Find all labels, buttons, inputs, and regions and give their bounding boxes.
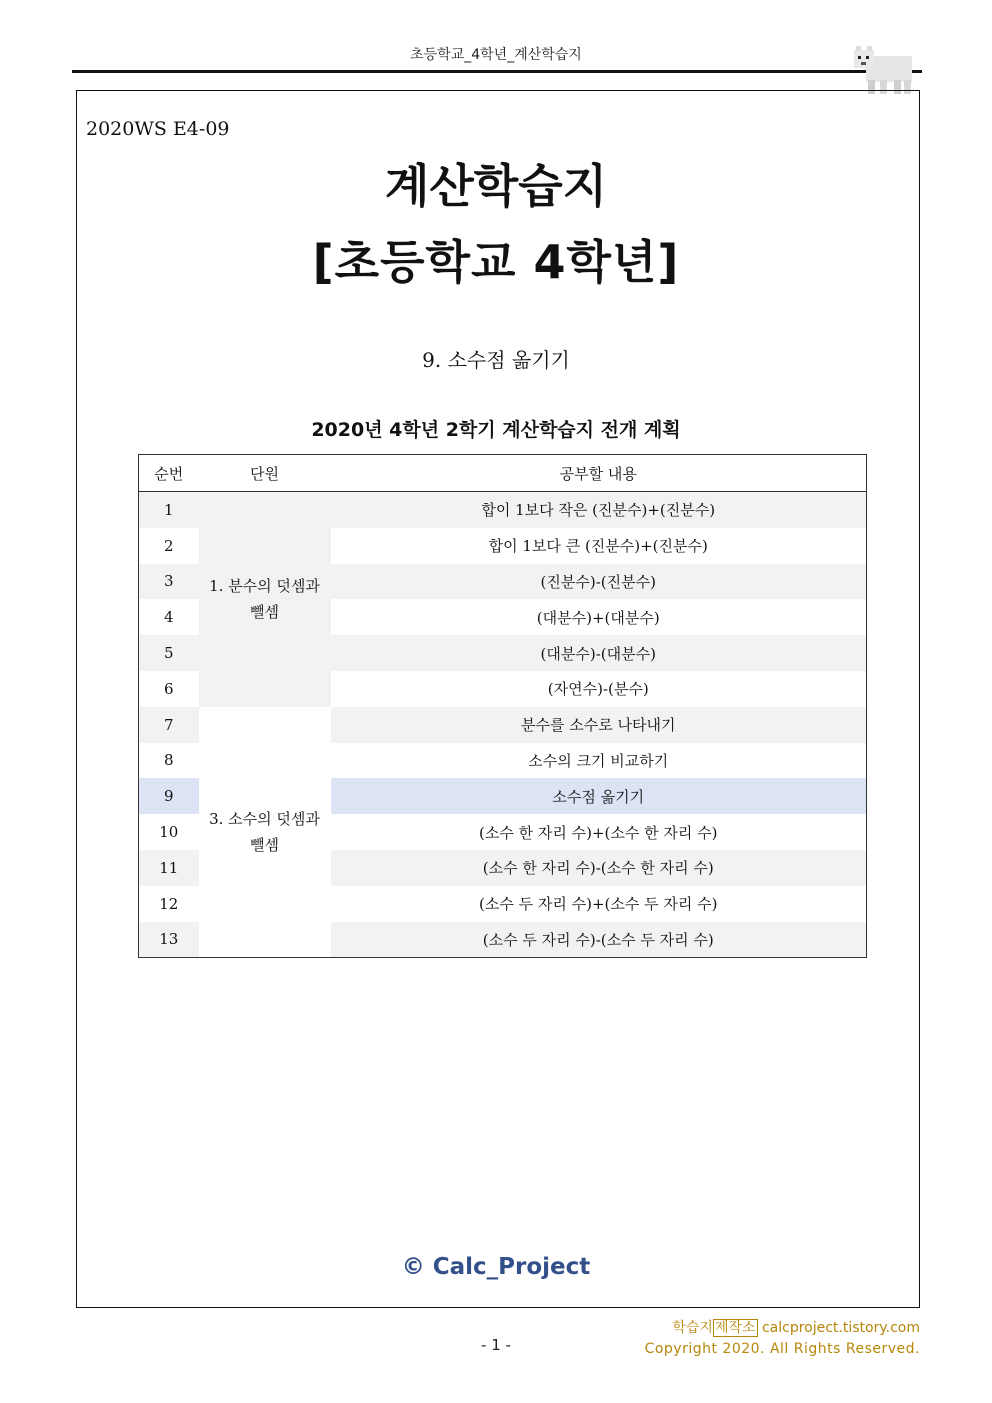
row-content: (소수 한 자리 수)-(소수 한 자리 수) [331,850,867,886]
lesson-title: 9. 소수점 옮기기 [422,348,570,372]
row-content: (소수 두 자리 수)-(소수 두 자리 수) [331,922,867,958]
unit-label: 뺄셈 [250,603,279,622]
row-number: 10 [139,814,199,850]
unit-label: 1. 분수의 덧셈과 [209,577,320,596]
plan-table [138,454,867,958]
page-number: - 1 - [481,1336,511,1354]
unit-cell-fractions [199,492,331,707]
copyright-mark: © Calc_Project [401,1254,591,1280]
row-number: 3 [139,564,199,600]
row-number: 5 [139,635,199,671]
row-content: 소수점 옮기기 [331,778,867,814]
credit-boxed-text: 제작소 [714,1320,756,1336]
column-header-content: 공부할 내용 [331,455,867,492]
credit-site-link[interactable]: calcproject.tistory.com [757,1320,920,1336]
row-content: 소수의 크기 비교하기 [331,743,867,779]
rights-notice: Copyright 2020. All Rights Reserved. [644,1341,920,1357]
row-content: (대분수)-(대분수) [331,635,867,671]
row-number: 2 [139,528,199,564]
document-code: 2020WS E4-09 [86,118,230,140]
page-title: 계산학습지 [384,159,608,213]
table-row [139,707,867,743]
table-header-row [139,455,867,492]
unit-cell-decimals [199,707,331,958]
credit-line [672,1317,920,1337]
plan-title: 2020년 4학년 2학기 계산학습지 전개 계획 [311,419,681,441]
row-number: 13 [139,922,199,958]
row-content: (소수 두 자리 수)+(소수 두 자리 수) [331,886,867,922]
row-content: (자연수)-(분수) [331,671,867,707]
column-header-number: 순번 [139,455,199,492]
row-number: 6 [139,671,199,707]
unit-label: 3. 소수의 덧셈과 [209,810,320,829]
unit-label: 뺄셈 [250,836,279,855]
row-content: (진분수)-(진분수) [331,564,867,600]
row-number: 9 [139,778,199,814]
row-content: 합이 1보다 큰 (진분수)+(진분수) [331,528,867,564]
header-rule [72,70,922,73]
row-content: (소수 한 자리 수)+(소수 한 자리 수) [331,814,867,850]
row-content: 합이 1보다 작은 (진분수)+(진분수) [331,492,867,528]
row-number: 1 [139,492,199,528]
credit-prefix: 학습지 [672,1320,713,1336]
polar-bear-icon [852,44,916,96]
row-number: 12 [139,886,199,922]
row-content: (대분수)+(대분수) [331,599,867,635]
row-number: 8 [139,743,199,779]
table-row [139,492,867,528]
row-content: 분수를 소수로 나타내기 [331,707,867,743]
row-number: 4 [139,599,199,635]
column-header-unit: 단원 [199,455,331,492]
page-subtitle-grade: [초등학교 4학년] [312,235,680,289]
row-number: 7 [139,707,199,743]
running-header: 초등학교_4학년_계산학습지 [410,47,582,63]
row-number: 11 [139,850,199,886]
